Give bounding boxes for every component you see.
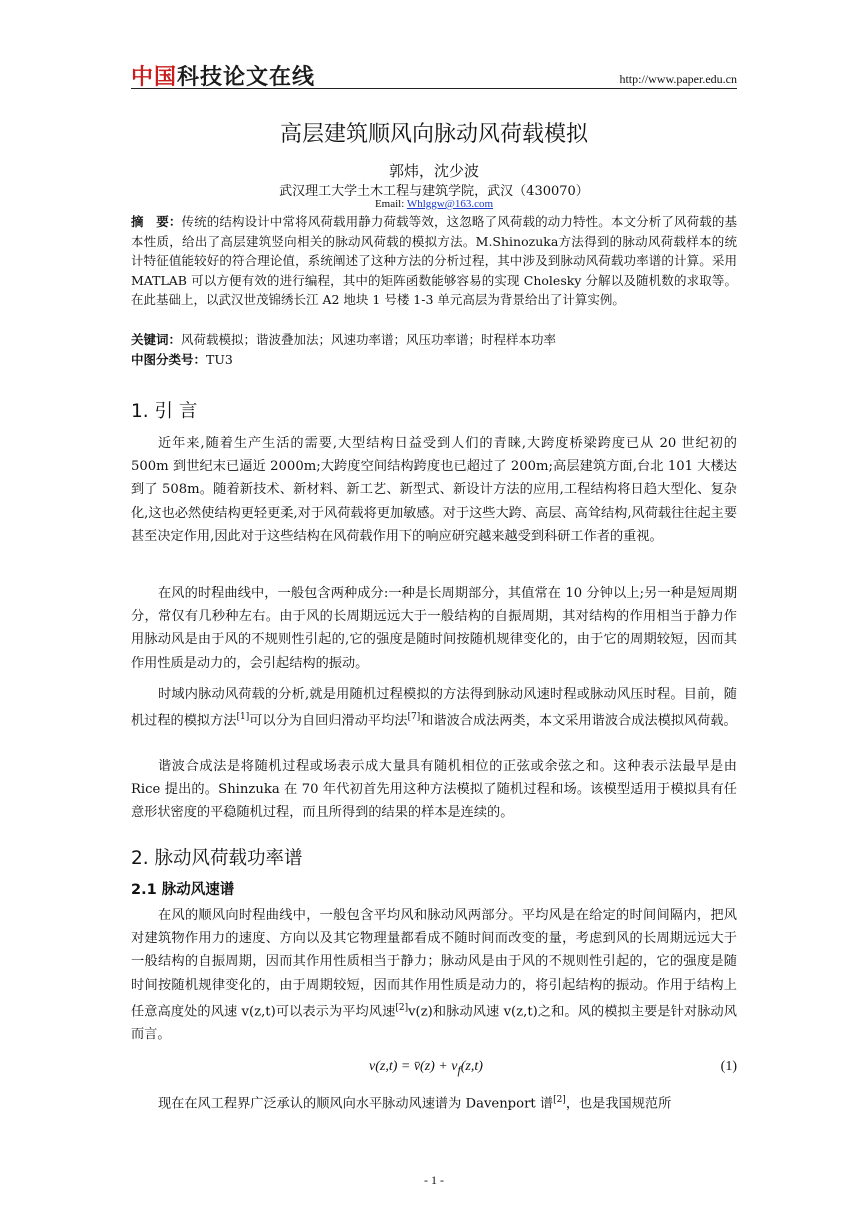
email-line bbox=[0, 198, 868, 210]
abstract-text: 传统的结构设计中常将风荷载用静力荷载等效，这忽略了风荷载的动力特性。本文分析了风荷载的基本性质，给出了高层建筑竖向相关的脉动风荷载的模拟方法。M.Shinozuka方法得到的脉动风荷载样本的统计特征值能较好的符合理论值，系统阐述了这种方法的分析过程，其中涉及到脉动风荷载功率谱的计算。采用 MATLAB 可以方便有效的进行编程，其中的矩阵函数能够容易的实现 Cholesky 分解以及随机数的求取等。在此基础上，以武汉世茂锦绣长江 A2 地块 1 号楼 1-3 单元高层为背景给出了计算实例。 bbox=[131, 214, 737, 307]
affiliation: 武汉理工大学土木工程与建筑学院，武汉（430070） bbox=[279, 184, 589, 199]
s2p2-text-a: 现在在风工程界广泛承认的顺风向水平脉动风速谱为 Davenport 谱 bbox=[158, 1096, 554, 1112]
citation-ref[interactable]: [2] bbox=[395, 1002, 409, 1013]
page-number: - 1 - bbox=[424, 1173, 444, 1187]
keywords-text: 风荷载模拟；谐波叠加法；风速功率谱；风压功率谱；时程样本功率 bbox=[181, 332, 557, 347]
authors: 郭炜，沈少波 bbox=[388, 162, 479, 180]
keywords-label: 关键词： bbox=[131, 332, 182, 347]
keywords-block bbox=[131, 330, 737, 370]
section-1-heading: 1. 引 言 bbox=[131, 401, 198, 422]
equation-main: v(z,t) = v̄(z) + v bbox=[369, 1059, 458, 1074]
s2p1-text-a: 在风的顺风向时程曲线中，一般包含平均风和脉动风两部分。平均风是在给定的时间间隔内，把风对建筑物作用力的速度、方向以及其它物理量都看成不随时间而改变的量，考虑到风的长周期远远大于一般结构的自振周期，因而其作用性质相当于静力；脉动风是由于风的不规则性引起的，它的强度是随时间按随机规律变化的，由于周期较短，因而其作用性质是动力的，将引起结构的振动。作用于结构上任意高度处的风速 v(z,t)可以表示为平均风速 bbox=[131, 908, 737, 1020]
paper-title: 高层建筑顺风向脉动风荷载模拟 bbox=[279, 122, 588, 147]
section-1-paragraph-2: 在风的时程曲线中，一般包含两种成分:一种是长周期部分，其值常在 10 分钟以上;另一种是短周期分，常仅有几秒种左右。由于风的长周期远远大于一般结构的自振周期，其对结构的作用相当于静力作用脉动风是由于风的不规则性引起的,它的强度是随时间按随机规律变化的，由于它的周期较短，因而其作用性质是动力的，会引起结构的振动。 bbox=[131, 586, 737, 671]
classification-label: 中图分类号： bbox=[131, 352, 207, 367]
email-label: Email: bbox=[374, 198, 407, 210]
classification-line bbox=[131, 350, 737, 370]
header-divider bbox=[131, 88, 737, 89]
email-link[interactable]: Whlggw@163.com bbox=[406, 198, 494, 210]
section-1-paragraph-3 bbox=[131, 683, 737, 733]
subsection-2-1-heading: 2.1 脉动风速谱 bbox=[131, 882, 235, 898]
equation-1 bbox=[131, 1059, 737, 1083]
section-2-heading: 2. 脉动风荷载功率谱 bbox=[131, 848, 303, 869]
p3-text-b: 可以分为自回归滑动平均法 bbox=[249, 713, 408, 729]
section-1-paragraph-1: 近年来,随着生产生活的需要,大型结构日益受到人们的青睐,大跨度桥梁跨度已从 20 世纪初的 500m 到世纪末已逼近 2000m;大跨度空间结构跨度也已超过了 200m;高层建筑方面,台北 101 大楼达到了 508m。随着新技术、新材料、新工艺、新型式、新设计方法的应用,工程结构将日趋大型化、复杂化,这也必然使结构更轻更柔,对于风荷载将更加敏感。对于这些大跨、高层、高耸结构,风荷载往往起主要甚至决定作用,因此对于这些结构在风荷载作用下的响应研究越来越受到科研工作者的重视。 bbox=[131, 436, 738, 544]
p3-text-a: 时域内脉动风荷载的分析,就是用随机过程模拟的方法得到脉动风速时程或脉动风压时程。目前，随机过程的模拟方法 bbox=[131, 687, 737, 729]
site-logo[interactable] bbox=[131, 60, 315, 91]
logo-text-red: 中国 bbox=[131, 65, 178, 90]
equation-expression bbox=[369, 1059, 483, 1077]
equation-tail: (z,t) bbox=[460, 1059, 483, 1074]
site-url[interactable]: http://www.paper.edu.cn bbox=[619, 72, 737, 86]
equation-subscript: f bbox=[457, 1063, 461, 1077]
abstract-label: 摘 要： bbox=[131, 214, 182, 229]
section-2-paragraph-1 bbox=[131, 904, 737, 1047]
p3-text-c: 和谐波合成法两类，本文采用谐波合成法模拟风荷载。 bbox=[420, 713, 737, 729]
keywords-line bbox=[131, 330, 737, 350]
abstract bbox=[131, 212, 737, 310]
citation-ref[interactable]: [1] bbox=[236, 712, 250, 723]
logo-text-dark: 科技论文在线 bbox=[177, 65, 316, 90]
s2p2-text-b: ，也是我国规范所 bbox=[565, 1096, 672, 1112]
s2p1-text-b: v(z)和脉动风速 v(z,t)之和。风的模拟主要是针对脉动风而言。 bbox=[131, 1004, 737, 1043]
citation-ref[interactable]: [7] bbox=[407, 712, 421, 723]
classification-text: TU3 bbox=[206, 352, 233, 367]
equation-number: (1) bbox=[720, 1059, 737, 1074]
citation-ref[interactable]: [2] bbox=[553, 1095, 566, 1105]
section-2-paragraph-2 bbox=[131, 1089, 737, 1116]
section-1-paragraph-4: 谐波合成法是将随机过程或场表示成大量具有随机相位的正弦或余弦之和。这种表示法最早是由 Rice 提出的。Shinzuka 在 70 年代初首先用这种方法模拟了随机过程和场。该模型适用于模拟具有任意形状密度的平稳随机过程，而且所得到的结果的样本是连续的。 bbox=[131, 759, 737, 821]
